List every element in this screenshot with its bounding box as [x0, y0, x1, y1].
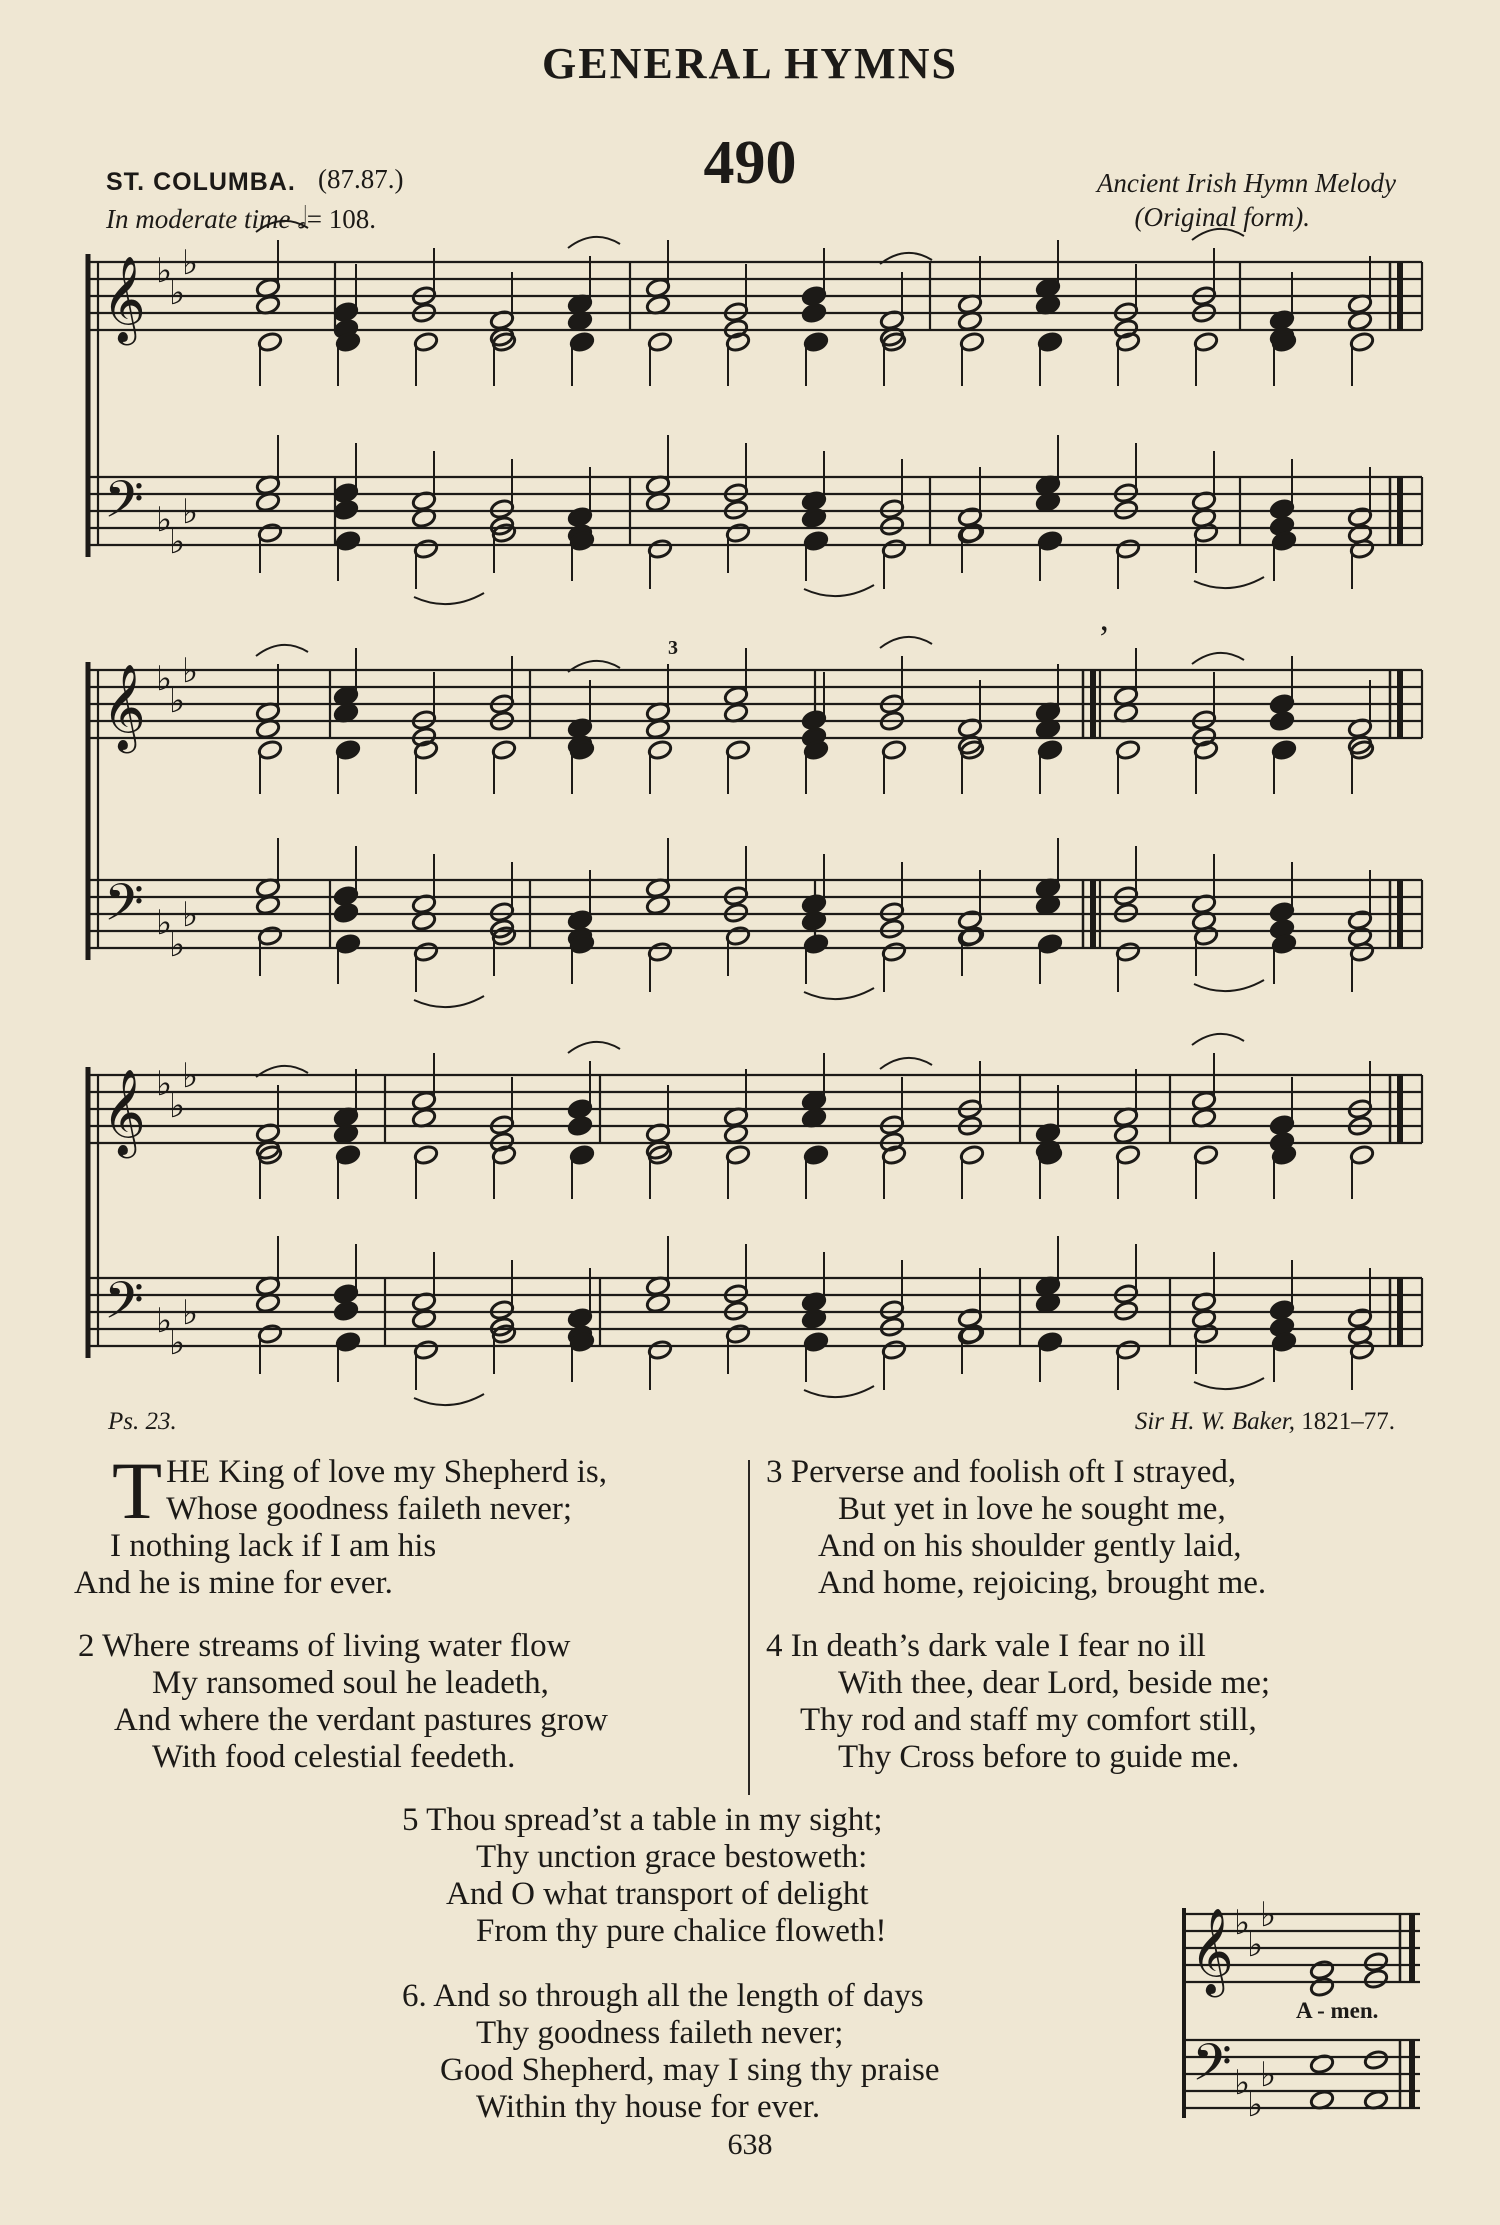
slur [804, 585, 874, 596]
slur [1192, 229, 1244, 240]
scripture-reference: Ps. 23. [108, 1408, 177, 1435]
treble-clef-icon: 𝄞 [102, 1069, 146, 1155]
stanza-line: I nothing lack if I am his [110, 1528, 437, 1564]
flat-sign: ♭ [156, 1301, 173, 1341]
flat-sign: ♭ [156, 903, 173, 943]
author-dates: 1821–77. [1301, 1408, 1395, 1435]
stanza-line: Good Shepherd, may I sing thy praise [440, 2052, 940, 2088]
flat-sign: ♭ [169, 681, 186, 721]
stanza-line [766, 1628, 1426, 1665]
stanza-line: And on his shoulder gently laid, [818, 1528, 1242, 1564]
amen-text: A - men. [1296, 1998, 1379, 2023]
flat-sign: ♭ [182, 1056, 199, 1096]
treble-clef-icon: 𝄞 [102, 664, 146, 750]
slur [804, 1386, 874, 1397]
treble-clef-icon: 𝄞 [1190, 1908, 1234, 1994]
flat-sign: ♭ [169, 273, 186, 313]
note-head [801, 302, 827, 324]
stanza-line: And he is mine for ever. [74, 1565, 393, 1601]
half-note-icon: 𝅗𝅥 [297, 202, 307, 235]
drop-cap: T [112, 1445, 163, 1536]
stanza-line [766, 1454, 1426, 1491]
flat-sign: ♭ [156, 251, 173, 291]
stanza-line-text: In death’s dark vale I fear no ill [790, 1628, 1206, 1664]
stanza-line: Within thy house for ever. [476, 2089, 821, 2125]
note-head [1363, 2049, 1389, 2071]
flat-sign: ♭ [1247, 1925, 1264, 1965]
stanza-line: HE King of love my Shepherd is, [166, 1454, 607, 1490]
tune-meter: (87.87.) [318, 164, 404, 194]
flat-sign: ♭ [169, 522, 186, 562]
slur [414, 1394, 484, 1405]
flat-sign: ♭ [1234, 2063, 1251, 2103]
slur [568, 237, 620, 248]
flat-sign: ♭ [156, 659, 173, 699]
flat-sign: ♭ [182, 895, 199, 935]
stanza-number: 4 [766, 1628, 783, 1664]
stanza-2 [78, 1628, 738, 1776]
stanza-number: 3 [766, 1454, 783, 1490]
stanza-line: With food celestial feedeth. [152, 1739, 516, 1775]
flat-sign: ♭ [182, 651, 199, 691]
note-head [1309, 1976, 1335, 1998]
stanza-line-text: Perverse and foolish oft I strayed, [790, 1454, 1237, 1490]
bass-clef-icon: 𝄢 [104, 1270, 144, 1343]
stanza-line: And O what transport of delight [446, 1876, 869, 1912]
stanza-line: But yet in love he sought me, [838, 1491, 1226, 1527]
note-head [333, 902, 359, 924]
note-head [1363, 1968, 1389, 1990]
slur [256, 645, 308, 656]
stanza-5 [402, 1802, 1122, 1950]
hymn-number: 490 [703, 129, 797, 197]
stanza-line-text: Thou spread’st a table in my sight; [426, 1802, 883, 1838]
breath-mark: ’ [1098, 618, 1110, 658]
stanza-line: Thy Cross before to guide me. [838, 1739, 1240, 1775]
flat-sign: ♭ [182, 492, 199, 532]
note-head [333, 1300, 359, 1322]
stanza-number: 5 [402, 1802, 419, 1838]
author-credit [1135, 1408, 1395, 1436]
note-head [879, 515, 905, 537]
flat-sign: ♭ [156, 1064, 173, 1104]
flat-sign: ♭ [182, 1293, 199, 1333]
stanza-line [402, 1978, 1122, 2015]
note-head [333, 499, 359, 521]
tempo-text: In moderate time [106, 204, 291, 234]
stanza-line: My ransomed soul he leadeth, [152, 1665, 549, 1701]
flat-sign: ♭ [1260, 2055, 1277, 2095]
slur [568, 1042, 620, 1053]
bass-clef-icon: 𝄢 [104, 469, 144, 542]
tempo-mm: = 108. [306, 204, 376, 234]
flat-sign: ♭ [1260, 1895, 1277, 1935]
flat-sign: ♭ [1247, 2085, 1264, 2125]
slur [880, 1058, 932, 1069]
slur [1194, 1378, 1264, 1389]
stanza-4 [766, 1628, 1426, 1776]
flat-sign: ♭ [1234, 1903, 1251, 1943]
bass-clef-icon: 𝄢 [1192, 2032, 1232, 2105]
stanza-line: From thy pure chalice floweth! [476, 1913, 887, 1949]
stanza-3 [766, 1454, 1426, 1602]
stanza-number: 6. [402, 1978, 427, 2014]
note-head [1363, 1951, 1389, 1973]
tune-name: ST. COLUMBA. [106, 168, 296, 196]
stanza-line: With thee, dear Lord, beside me; [838, 1665, 1271, 1701]
flat-sign: ♭ [169, 925, 186, 965]
stanza-line-text: Where streams of living water flow [102, 1628, 571, 1664]
slur [1194, 577, 1264, 588]
stanza-line [78, 1628, 738, 1665]
stanza-line: Thy unction grace bestoweth: [476, 1839, 868, 1875]
running-head: GENERAL HYMNS [542, 39, 958, 88]
stanza-6 [402, 1978, 1122, 2126]
tune-source-note: (Original form). [1134, 202, 1310, 232]
slur [414, 593, 484, 604]
slur [1192, 653, 1244, 664]
stanza-line: Thy rod and staff my comfort still, [800, 1702, 1257, 1738]
bass-clef-icon: 𝄢 [104, 872, 144, 945]
author-name: Sir H. W. Baker, [1134, 1408, 1295, 1435]
note-head [567, 1115, 593, 1137]
stanza-line-text: And so through all the length of days [433, 1978, 924, 2014]
flat-sign: ♭ [156, 500, 173, 540]
stanza-line [402, 1802, 1122, 1839]
note-head [879, 1316, 905, 1338]
note-head [1309, 1959, 1335, 1981]
page-number: 638 [727, 2128, 773, 2161]
note-head [879, 918, 905, 940]
stanza-1 [74, 1445, 732, 1602]
flat-sign: ♭ [182, 243, 199, 283]
flat-sign: ♭ [169, 1323, 186, 1363]
slur [1192, 1034, 1244, 1045]
column-divider [748, 1460, 750, 1795]
tune-source: Ancient Irish Hymn Melody [1096, 168, 1396, 198]
slur [256, 221, 308, 232]
stanza-line: And where the verdant pastures grow [114, 1702, 608, 1738]
slur [1194, 980, 1264, 991]
flat-sign: ♭ [169, 1086, 186, 1126]
stanza-line: Thy goodness faileth never; [476, 2015, 844, 2051]
slur [880, 637, 932, 648]
stanza-line: Whose goodness faileth never; [166, 1491, 573, 1527]
slur [414, 996, 484, 1007]
stanza-line: And home, rejoicing, brought me. [818, 1565, 1267, 1601]
note-head [1269, 710, 1295, 732]
triplet-mark: 3 [668, 637, 678, 659]
treble-clef-icon: 𝄞 [102, 256, 146, 342]
slur [804, 988, 874, 999]
stanza-number: 2 [78, 1628, 95, 1664]
